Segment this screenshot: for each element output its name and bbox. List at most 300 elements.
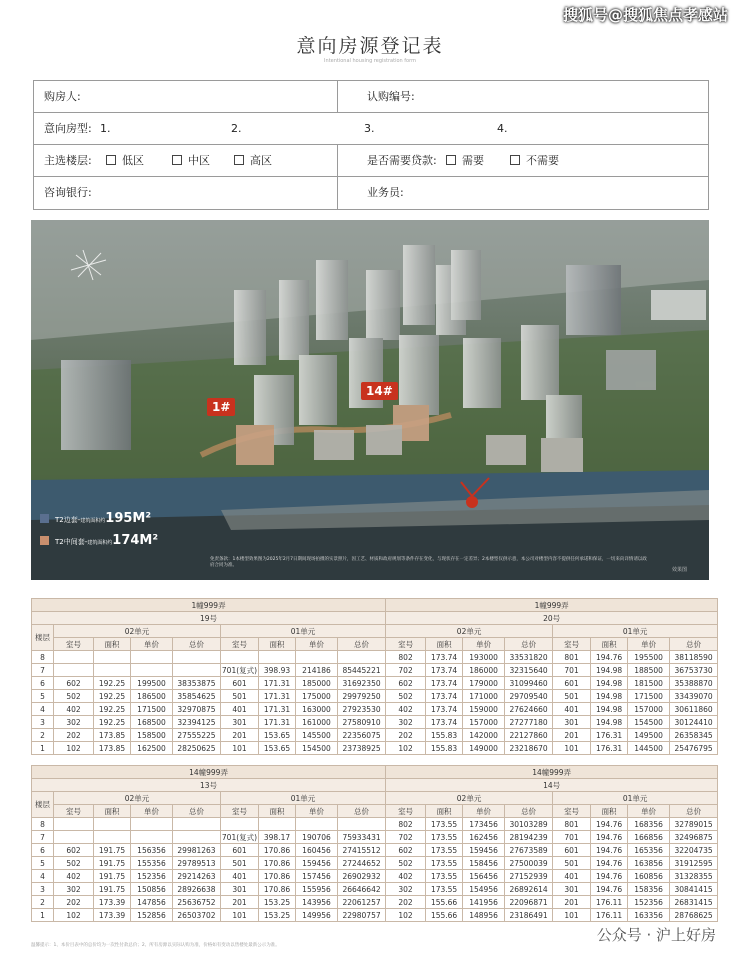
price-cell: 173.55 — [426, 870, 463, 883]
price-cell: 162500 — [131, 742, 173, 755]
column-header: 单价 — [296, 805, 338, 818]
price-cell: 23186491 — [505, 909, 553, 922]
price-cell: 601 — [553, 844, 591, 857]
price-cell: 145500 — [296, 729, 338, 742]
price-cell: 30124410 — [670, 716, 718, 729]
price-cell: 701(复式) — [221, 832, 258, 842]
price-cell: 173.74 — [426, 664, 463, 677]
buyer-field[interactable]: 购房人: — [44, 90, 81, 103]
floor-low-option[interactable] — [96, 145, 144, 176]
column-header: 总价 — [505, 805, 553, 818]
price-cell: 171.31 — [259, 716, 296, 729]
price-cell: 31692350 — [338, 677, 386, 690]
price-cell: 194.76 — [591, 818, 628, 831]
price-cell: 191.75 — [94, 857, 131, 870]
price-cell: 28194239 — [505, 831, 553, 844]
table-row — [32, 703, 718, 716]
price-cell: 201 — [553, 896, 591, 909]
floor-high-option[interactable] — [224, 145, 272, 176]
floor-low-label: 低区 — [122, 154, 144, 167]
form-divider — [337, 177, 338, 209]
price-cell: 36753730 — [670, 664, 718, 677]
intended-type-option-4[interactable]: 4. — [497, 122, 508, 135]
price-cell: 27500039 — [505, 857, 553, 870]
form-row-bank — [34, 177, 708, 209]
price-cell: 194.98 — [591, 677, 628, 690]
column-header: 室号 — [54, 805, 94, 818]
price-cell: 27244652 — [338, 857, 386, 870]
price-cell: 154500 — [296, 742, 338, 755]
render-note: 效果图 — [671, 567, 687, 573]
form-divider — [337, 81, 338, 112]
footnote: 温馨提示：1、本价目表中的总价均为一次性付款总价；2、所有房源以实际认购为准，价格如有变动以售楼处最新公示为准。 — [31, 943, 280, 948]
column-header: 面积 — [94, 638, 131, 651]
column-header: 总价 — [338, 805, 386, 818]
price-cell: 502 — [54, 857, 94, 870]
price-cell — [54, 664, 94, 677]
price-cell: 159456 — [296, 857, 338, 870]
price-cell: 101 — [221, 909, 259, 922]
price-cell: 28926638 — [173, 883, 221, 896]
price-cell: 85445221 — [338, 664, 386, 677]
column-header: 面积 — [94, 805, 131, 818]
price-cell — [173, 664, 221, 677]
column-header: 总价 — [338, 638, 386, 651]
floor-cell: 4 — [32, 870, 54, 883]
price-cell — [54, 831, 94, 844]
price-cell: 192.25 — [94, 677, 131, 690]
floor-mid-option[interactable] — [162, 145, 210, 176]
price-cell: 179000 — [463, 677, 505, 690]
table-row — [32, 896, 718, 909]
price-cell: 801 — [553, 818, 591, 831]
price-cell: 155356 — [131, 857, 173, 870]
price-cell: 173.39 — [94, 896, 131, 909]
price-cell: 31912595 — [670, 857, 718, 870]
price-cell: 214186 — [296, 664, 338, 677]
table-row — [32, 742, 718, 755]
price-cell: 157000 — [463, 716, 505, 729]
checkbox-icon[interactable] — [234, 155, 244, 165]
price-cell: 602 — [54, 844, 94, 857]
price-cell: 171.31 — [259, 677, 296, 690]
price-cell: 171500 — [628, 690, 670, 703]
column-header: 室号 — [221, 638, 259, 651]
price-cell: 147856 — [131, 896, 173, 909]
price-cell: 32204735 — [670, 844, 718, 857]
price-cell: 32789015 — [670, 818, 718, 831]
price-cell: 173.74 — [426, 690, 463, 703]
price-cell: 149000 — [463, 742, 505, 755]
price-cell: 150856 — [131, 883, 173, 896]
building-left: 19号 — [32, 612, 386, 625]
column-header: 面积 — [259, 805, 296, 818]
floor-header: 楼层 — [32, 625, 54, 651]
price-cell: 27923530 — [338, 703, 386, 716]
price-cell: 26503702 — [173, 909, 221, 922]
price-cell: 194.76 — [591, 857, 628, 870]
column-header: 面积 — [591, 805, 628, 818]
legend-item-t2-middle — [40, 530, 158, 552]
price-cell — [259, 651, 296, 664]
price-cell: 30611860 — [670, 703, 718, 716]
price-cell — [54, 818, 94, 831]
price-cell: 27277180 — [505, 716, 553, 729]
price-cell: 171500 — [131, 703, 173, 716]
loan-no-need-option[interactable] — [500, 145, 559, 176]
floor-cell: 8 — [32, 651, 54, 664]
price-cell: 202 — [386, 729, 426, 742]
price-cell: 192.25 — [94, 690, 131, 703]
page-title: 意向房源登记表 — [296, 35, 444, 57]
price-cell: 173.85 — [94, 742, 131, 755]
price-cell: 148956 — [463, 909, 505, 922]
price-cell — [94, 818, 131, 831]
floor-cell: 2 — [32, 729, 54, 742]
building-tag-1[interactable]: 1# — [207, 398, 235, 416]
legend-value: 195M² — [105, 511, 152, 526]
price-cell: 156356 — [131, 844, 173, 857]
price-cell: 26902932 — [338, 870, 386, 883]
checkbox-icon[interactable] — [510, 155, 520, 165]
legend-value: 174M² — [112, 533, 159, 548]
column-header: 单价 — [463, 805, 505, 818]
building-tag-14[interactable]: 14# — [361, 382, 398, 400]
price-cell: 162456 — [463, 831, 505, 844]
table-row — [32, 651, 718, 664]
price-cell: 29214263 — [173, 870, 221, 883]
price-cell: 802 — [386, 651, 426, 664]
price-cell: 702 — [386, 831, 426, 844]
price-cell: 186500 — [131, 690, 173, 703]
price-cell: 186000 — [463, 664, 505, 677]
price-cell: 185000 — [296, 677, 338, 690]
price-cell: 160856 — [628, 870, 670, 883]
price-cell: 157000 — [628, 703, 670, 716]
price-cell: 194.98 — [591, 716, 628, 729]
floor-cell: 1 — [32, 742, 54, 755]
price-cell: 301 — [221, 883, 259, 896]
price-cell: 602 — [54, 677, 94, 690]
price-cell: 29709540 — [505, 690, 553, 703]
price-cell: 158456 — [463, 857, 505, 870]
floor-cell: 6 — [32, 677, 54, 690]
price-cell: 102 — [54, 909, 94, 922]
price-cell — [94, 664, 131, 677]
price-cell: 32970875 — [173, 703, 221, 716]
price-cell: 102 — [54, 742, 94, 755]
price-cell — [94, 651, 131, 664]
price-cell: 35388870 — [670, 677, 718, 690]
column-header: 单价 — [463, 638, 505, 651]
column-header: 总价 — [173, 638, 221, 651]
column-header: 单价 — [131, 638, 173, 651]
price-cell: 194.76 — [591, 844, 628, 857]
price-cell: 160456 — [296, 844, 338, 857]
price-cell: 149956 — [296, 909, 338, 922]
price-cell: 176.11 — [591, 909, 628, 922]
unit-header: 02单元 — [386, 625, 553, 638]
price-cell: 302 — [54, 883, 94, 896]
price-cell: 402 — [386, 870, 426, 883]
price-cell: 301 — [221, 716, 259, 729]
price-table — [31, 598, 718, 755]
intended-type-label: 意向房型: — [44, 122, 92, 135]
price-cell: 26831415 — [670, 896, 718, 909]
table-row — [32, 909, 718, 922]
column-header: 面积 — [426, 638, 463, 651]
price-cell: 402 — [54, 870, 94, 883]
price-cell: 202 — [54, 896, 94, 909]
price-cell: 30103289 — [505, 818, 553, 831]
price-cell: 173.39 — [94, 909, 131, 922]
price-cell — [131, 818, 173, 831]
price-cell: 173456 — [463, 818, 505, 831]
price-cell: 153.65 — [259, 729, 296, 742]
price-cell: 802 — [386, 818, 426, 831]
intended-type-option-1[interactable]: 1. — [100, 122, 111, 135]
price-cell: 27152939 — [505, 870, 553, 883]
building-left: 13号 — [32, 779, 386, 792]
price-cell — [173, 651, 221, 664]
price-cell: 302 — [54, 716, 94, 729]
price-cell: 152356 — [628, 896, 670, 909]
page-subtitle: Intentional housing registration form — [324, 58, 416, 64]
checkbox-icon[interactable] — [106, 155, 116, 165]
legend-swatch-blue — [40, 514, 49, 523]
price-cell: 159456 — [463, 844, 505, 857]
table-row — [32, 844, 718, 857]
price-cell: 144500 — [628, 742, 670, 755]
price-cell: 201 — [553, 729, 591, 742]
unit-header: 02单元 — [54, 625, 221, 638]
disclaimer-text: 免责条款：1本楼型效果图为2025年2月7日期间现场拍摄的实景照片，因工艺、材质和政府规划等条件存在变化，与现状存在一定差异；2本楼型仅供示意，本公司对楼型内容不提供任何承诺和保证，一切来向详情请以政府合同为准。 — [210, 557, 647, 568]
floor-cell: 7 — [32, 664, 54, 677]
price-cell: 166856 — [628, 831, 670, 844]
price-cell: 302 — [386, 883, 426, 896]
price-cell: 402 — [54, 703, 94, 716]
table-row — [32, 599, 718, 612]
price-cell: 194.98 — [591, 690, 628, 703]
price-cell: 168500 — [131, 716, 173, 729]
price-cell: 22061257 — [338, 896, 386, 909]
price-cell: 702 — [386, 664, 426, 677]
price-cell: 401 — [221, 870, 259, 883]
column-header: 总价 — [173, 805, 221, 818]
unit-header: 01单元 — [221, 792, 386, 805]
price-table-block-2 — [31, 765, 713, 922]
price-cell: 191.75 — [94, 844, 131, 857]
price-cell: 141956 — [463, 896, 505, 909]
floor-cell: 3 — [32, 883, 54, 896]
price-cell: 176.31 — [591, 729, 628, 742]
price-cell: 401 — [553, 870, 591, 883]
price-cell: 170.86 — [259, 844, 296, 857]
floor-high-label: 高区 — [250, 154, 272, 167]
table-row — [32, 883, 718, 896]
price-cell — [173, 818, 221, 831]
price-cell — [131, 831, 173, 844]
price-cell: 27673589 — [505, 844, 553, 857]
price-cell: 173.55 — [426, 831, 463, 844]
floor-cell: 5 — [32, 857, 54, 870]
floor-cell: 5 — [32, 690, 54, 703]
lane-left: 1幢999弄 — [32, 599, 386, 612]
price-cell: 402 — [386, 703, 426, 716]
price-table — [31, 765, 718, 922]
floor-cell: 6 — [32, 844, 54, 857]
price-cell: 173.74 — [426, 651, 463, 664]
table-row — [32, 729, 718, 742]
price-cell: 801 — [553, 651, 591, 664]
price-cell: 35854625 — [173, 690, 221, 703]
table-row — [32, 857, 718, 870]
price-cell: 170.86 — [259, 857, 296, 870]
price-cell: 194.76 — [591, 651, 628, 664]
price-cell: 30841415 — [670, 883, 718, 896]
loan-no-need-label: 不需要 — [526, 154, 559, 167]
price-cell: 142000 — [463, 729, 505, 742]
floor-cell: 8 — [32, 818, 54, 831]
loan-label: 是否需要贷款: — [367, 154, 437, 167]
floor-header: 楼层 — [32, 792, 54, 818]
price-cell: 188500 — [628, 664, 670, 677]
legend-swatch-orange — [40, 536, 49, 545]
column-header: 面积 — [591, 638, 628, 651]
bank-field[interactable]: 咨询银行: — [44, 186, 92, 199]
price-cell: 32394125 — [173, 716, 221, 729]
price-cell: 601 — [221, 844, 259, 857]
price-cell: 25636752 — [173, 896, 221, 909]
price-cell: 101 — [221, 742, 259, 755]
price-cell: 33531820 — [505, 651, 553, 664]
price-cell: 163000 — [296, 703, 338, 716]
price-cell: 398.93 — [259, 664, 296, 677]
price-cell: 192.25 — [94, 703, 131, 716]
price-cell: 26358345 — [670, 729, 718, 742]
price-cell: 190706 — [296, 831, 338, 844]
price-cell: 27580910 — [338, 716, 386, 729]
price-cell: 154956 — [463, 883, 505, 896]
column-header: 室号 — [54, 638, 94, 651]
column-header: 单价 — [628, 638, 670, 651]
price-cell: 27624660 — [505, 703, 553, 716]
price-cell: 31328355 — [670, 870, 718, 883]
watermark-bottom: 公众号 · 沪上好房 — [596, 926, 716, 944]
table-row — [32, 779, 718, 792]
price-cell: 171.31 — [259, 690, 296, 703]
column-header: 面积 — [259, 638, 296, 651]
price-cell: 155956 — [296, 883, 338, 896]
price-cell: 195500 — [628, 651, 670, 664]
price-cell: 501 — [221, 690, 259, 703]
floor-cell: 4 — [32, 703, 54, 716]
intended-type-option-2[interactable]: 2. — [231, 122, 242, 135]
price-cell: 194.98 — [591, 703, 628, 716]
checkbox-icon[interactable] — [172, 155, 182, 165]
table-row — [32, 831, 718, 844]
price-cell: 171.31 — [259, 703, 296, 716]
column-header: 室号 — [221, 805, 259, 818]
table-row — [32, 612, 718, 625]
price-cell — [173, 831, 221, 844]
lane-right: 14幢999弄 — [386, 766, 718, 779]
unit-header: 01单元 — [553, 792, 718, 805]
price-cell: 28768625 — [670, 909, 718, 922]
price-cell: 501 — [553, 690, 591, 703]
price-cell: 173.74 — [426, 703, 463, 716]
price-cell: 158356 — [628, 883, 670, 896]
unit-header: 02单元 — [54, 792, 221, 805]
intended-type-option-3[interactable]: 3. — [364, 122, 375, 135]
unit-header: 01单元 — [221, 625, 386, 638]
price-cell: 502 — [386, 857, 426, 870]
price-cell: 22096871 — [505, 896, 553, 909]
price-cell — [221, 651, 259, 664]
floor-cell: 2 — [32, 896, 54, 909]
price-cell: 170.86 — [259, 870, 296, 883]
column-header: 室号 — [386, 638, 426, 651]
agent-field[interactable]: 业务员: — [367, 186, 404, 199]
loan-need-label: 需要 — [462, 154, 484, 167]
price-cell: 191.75 — [94, 883, 131, 896]
table-row — [32, 792, 718, 805]
price-cell: 27415512 — [338, 844, 386, 857]
price-cell: 101 — [553, 742, 591, 755]
price-cell: 25476795 — [670, 742, 718, 755]
price-cell: 149500 — [628, 729, 670, 742]
price-cell: 163856 — [628, 857, 670, 870]
price-cell: 101 — [553, 909, 591, 922]
price-cell: 401 — [221, 703, 259, 716]
price-cell: 38353875 — [173, 677, 221, 690]
table-row — [32, 690, 718, 703]
floor-cell: 7 — [32, 831, 54, 844]
floor-cell: 3 — [32, 716, 54, 729]
price-cell: 33439070 — [670, 690, 718, 703]
form-row-type — [34, 113, 708, 145]
price-cell — [94, 831, 131, 844]
lane-right: 1幢999弄 — [386, 599, 718, 612]
price-cell: 194.98 — [591, 664, 628, 677]
price-cell: 401 — [553, 703, 591, 716]
price-cell: 170.86 — [259, 883, 296, 896]
price-cell: 301 — [553, 883, 591, 896]
price-cell: 601 — [553, 677, 591, 690]
table-row — [32, 638, 718, 651]
price-cell: 26646642 — [338, 883, 386, 896]
price-cell: 22356075 — [338, 729, 386, 742]
column-header: 单价 — [296, 638, 338, 651]
watermark-top: 搜狐号@搜狐焦点孝感站 — [562, 6, 728, 24]
price-cell: 159000 — [463, 703, 505, 716]
price-cell: 152856 — [131, 909, 173, 922]
price-cell: 192.25 — [94, 716, 131, 729]
price-cell — [259, 818, 296, 831]
price-cell: 202 — [54, 729, 94, 742]
price-cell: 173.74 — [426, 716, 463, 729]
checkbox-icon[interactable] — [446, 155, 456, 165]
price-cell: 22127860 — [505, 729, 553, 742]
floor-pref-label: 主选楼层: — [44, 154, 92, 167]
building-right: 20号 — [386, 612, 718, 625]
table-row — [32, 716, 718, 729]
price-cell: 501 — [221, 857, 259, 870]
price-cell: 194.76 — [591, 870, 628, 883]
loan-need-option[interactable] — [436, 145, 484, 176]
legend-label: T2边套- — [55, 516, 81, 524]
subscription-no-field[interactable]: 认购编号: — [367, 90, 415, 103]
